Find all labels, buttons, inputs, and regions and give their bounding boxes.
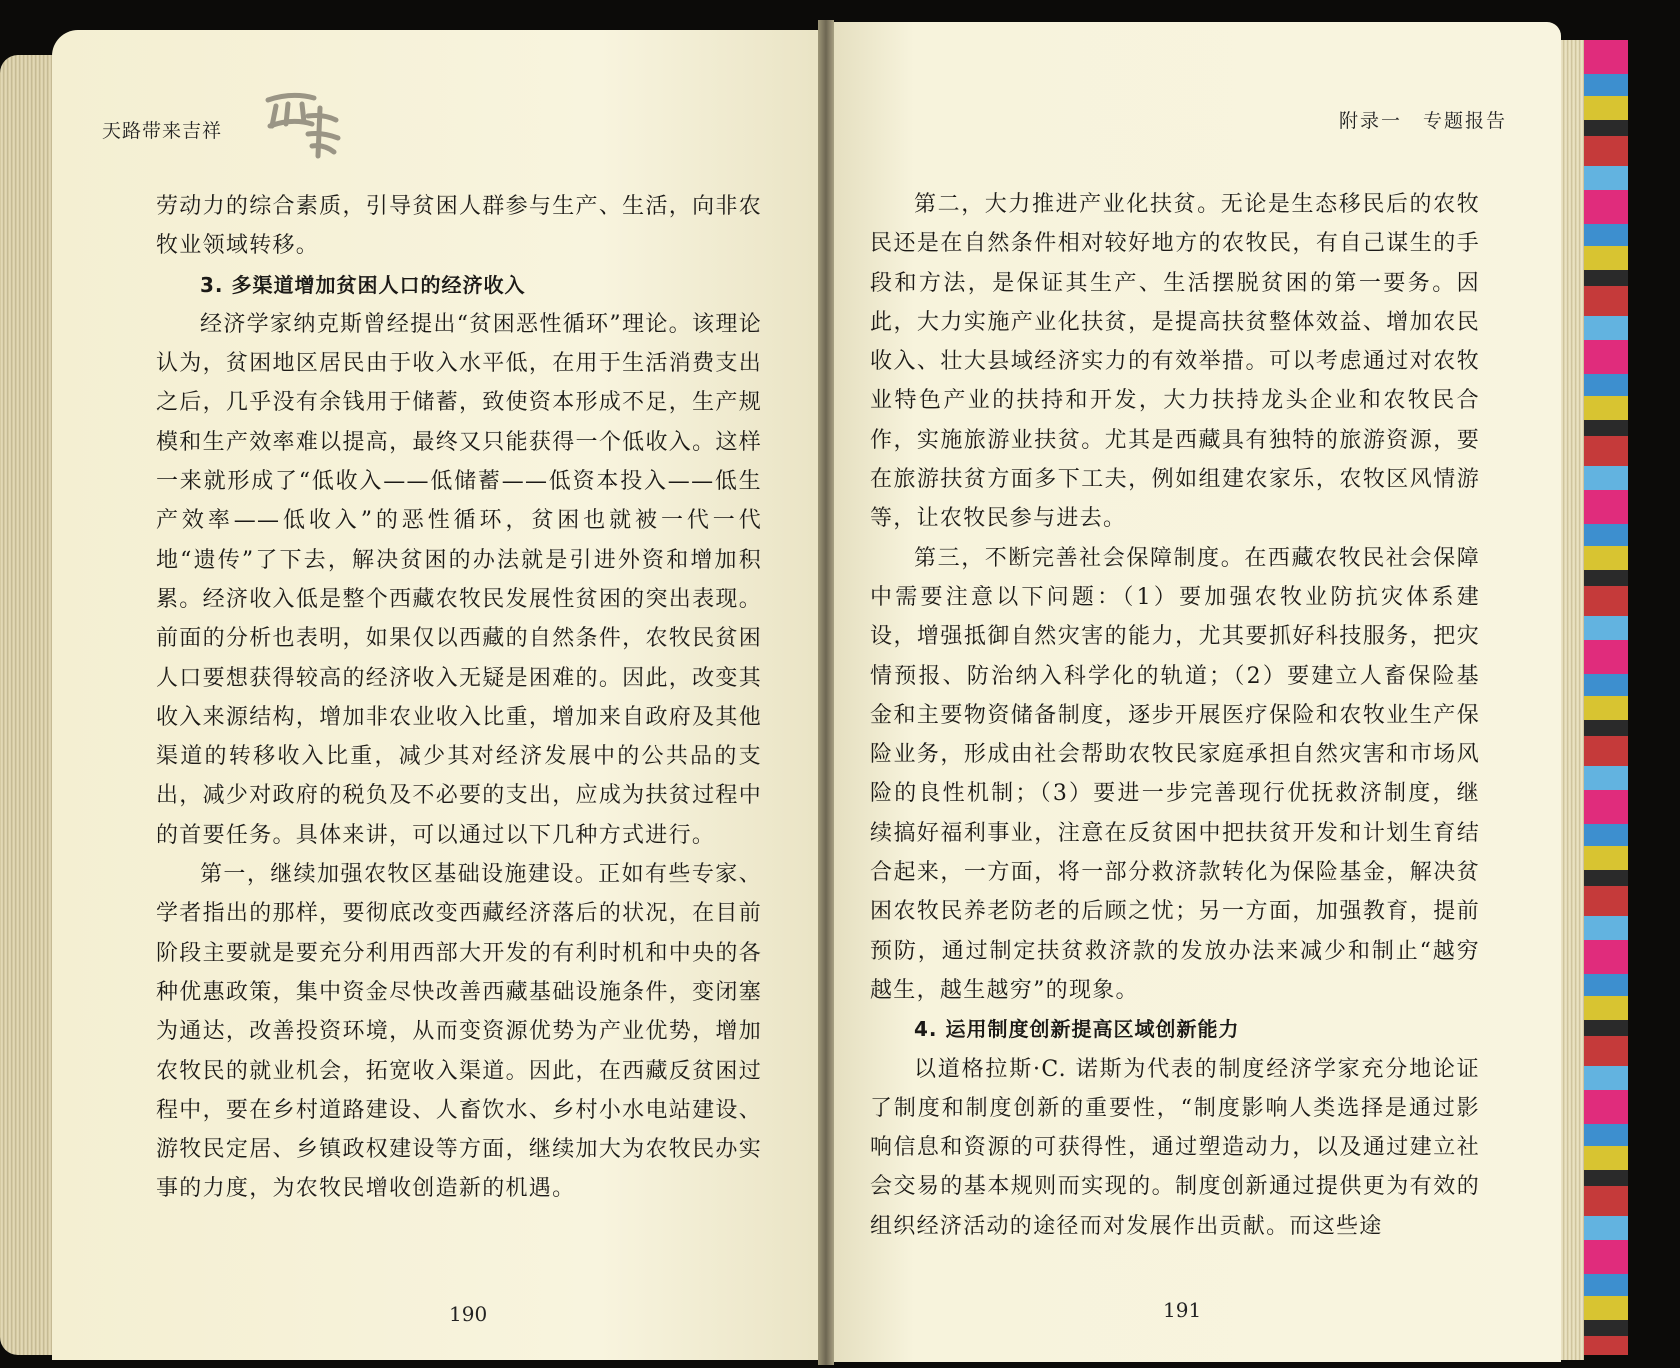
book-gutter <box>818 20 834 1365</box>
body-paragraph: 第三，不断完善社会保障制度。在西藏农牧民社会保障中需要注意以下问题：（1）要加强农牧业防抗灾体系建设，增强抵御自然灾害的能力，尤其要抓好科技服务，把灾情预报、防治纳入科学化的轨道；（2）要建立人畜保险基金和主要物资储备制度，逐步开展医疗保险和农牧业生产保险业务，形成由社会帮助农牧民家庭承担自然灾害和市场风险的良性机制；（3）要进一步完善现行优抚救济制度，继续搞好福利事业，注意在反贫困中把扶贫开发和计划生育结合起来，一方面，将一部分救济款转化为保险基金，解决贫困农牧民养老防老的后顾之忧；另一方面，加强教育，提前预防，通过制定扶贫救济款的发放办法来减少和制止“越穷越生，越生越穷”的现象。 <box>870 545 1480 1003</box>
right-page-body <box>870 185 1480 1246</box>
body-paragraph: 经济学家纳克斯曾经提出“贫困恶性循环”理论。该理论认为，贫困地区居民由于收入水平低，在用于生活消费支出之后，几乎没有余钱用于储蓄，致使资本形成不足，生产规模和生产效率难以提高，最终又只能获得一个低收入。这样一来就形成了“低收入——低储蓄——低资本投入——低生产效率——低收入”的恶性循环，贫困也就被一代一代地“遗传”了下去，解决贫困的办法就是引进外资和增加积累。经济收入低是整个西藏农牧民发展性贫困的突出表现。前面的分析也表明，如果仅以西藏的自然条件，农牧民贫困人口要想获得较高的经济收入无疑是困难的。因此，改变其收入来源结构，增加非农业收入比重，增加来自政府及其他渠道的转移收入比重，减少其对经济发展中的公共品的支出，减少对政府的税负及不必要的支出，应成为扶贫过程中的首要任务。具体来讲，可以通过以下几种方式进行。 <box>156 311 762 848</box>
page-number-right: 191 <box>1163 1298 1202 1322</box>
left-page-body <box>156 187 762 1209</box>
body-paragraph: 第二，大力推进产业化扶贫。无论是生态移民后的农牧民还是在自然条件相对较好地方的农牧民，有自己谋生的手段和方法，是保证其生产、生活摆脱贫困的第一要务。因此，大力实施产业化扶贫，是提高扶贫整体效益、增加农民收入、壮大县域经济实力的有效举措。可以考虑通过对农牧业特色产业的扶持和开发，大力扶持龙头企业和农牧民合作，实施旅游业扶贫。尤其是西藏具有独特的旅游资源，要在旅游扶贫方面多下工夫，例如组建农家乐，农牧区风情游等，让农牧民参与进去。 <box>870 192 1480 532</box>
page-block-edge-left <box>0 55 58 1355</box>
running-head-right: 附录一 专题报告 <box>1339 110 1508 132</box>
body-paragraph: 以道格拉斯·C. 诺斯为代表的制度经济学家充分地论证了制度和制度创新的重要性，“制度影响人类选择是通过影响信息和资源的可获得性，通过塑造动力，以及通过建立社会交易的基本规则而实现的。制度创新通过提供更为有效的组织经济活动的途径而对发展作出贡献。而这些途 <box>870 1056 1480 1239</box>
right-page <box>826 22 1561 1362</box>
running-head-left: 天路带来吉祥 <box>102 120 223 142</box>
body-paragraph: 劳动力的综合素质，引导贫困人群参与生产、生活，向非农牧业领域转移。 <box>156 194 762 259</box>
section-heading: 4. 运用制度创新提高区域创新能力 <box>914 1017 1240 1042</box>
page-number-left: 190 <box>449 1302 488 1326</box>
cover-strip <box>1580 40 1628 1355</box>
body-paragraph: 第一，继续加强农牧区基础设施建设。正如有些专家、学者指出的那样，要彻底改变西藏经济落后的状况，在目前阶段主要就是要充分利用西部大开发的有利时机和中央的各种优惠政策，集中资金尽快改善西藏基础设施条件，变闭塞为通达，改善投资环境，从而变资源优势为产业优势，增加农牧民的就业机会，拓宽收入渠道。因此，在西藏反贫困过程中，要在乡村道路建设、人畜饮水、乡村小水电站建设、游牧民定居、乡镇政权建设等方面，继续加大为农牧民办实事的力度，为农牧民增收创造新的机遇。 <box>156 862 762 1202</box>
left-page <box>52 30 832 1360</box>
section-heading: 3. 多渠道增加贫困人口的经济收入 <box>200 272 526 297</box>
tibet-calligraphy-logo <box>262 86 342 160</box>
